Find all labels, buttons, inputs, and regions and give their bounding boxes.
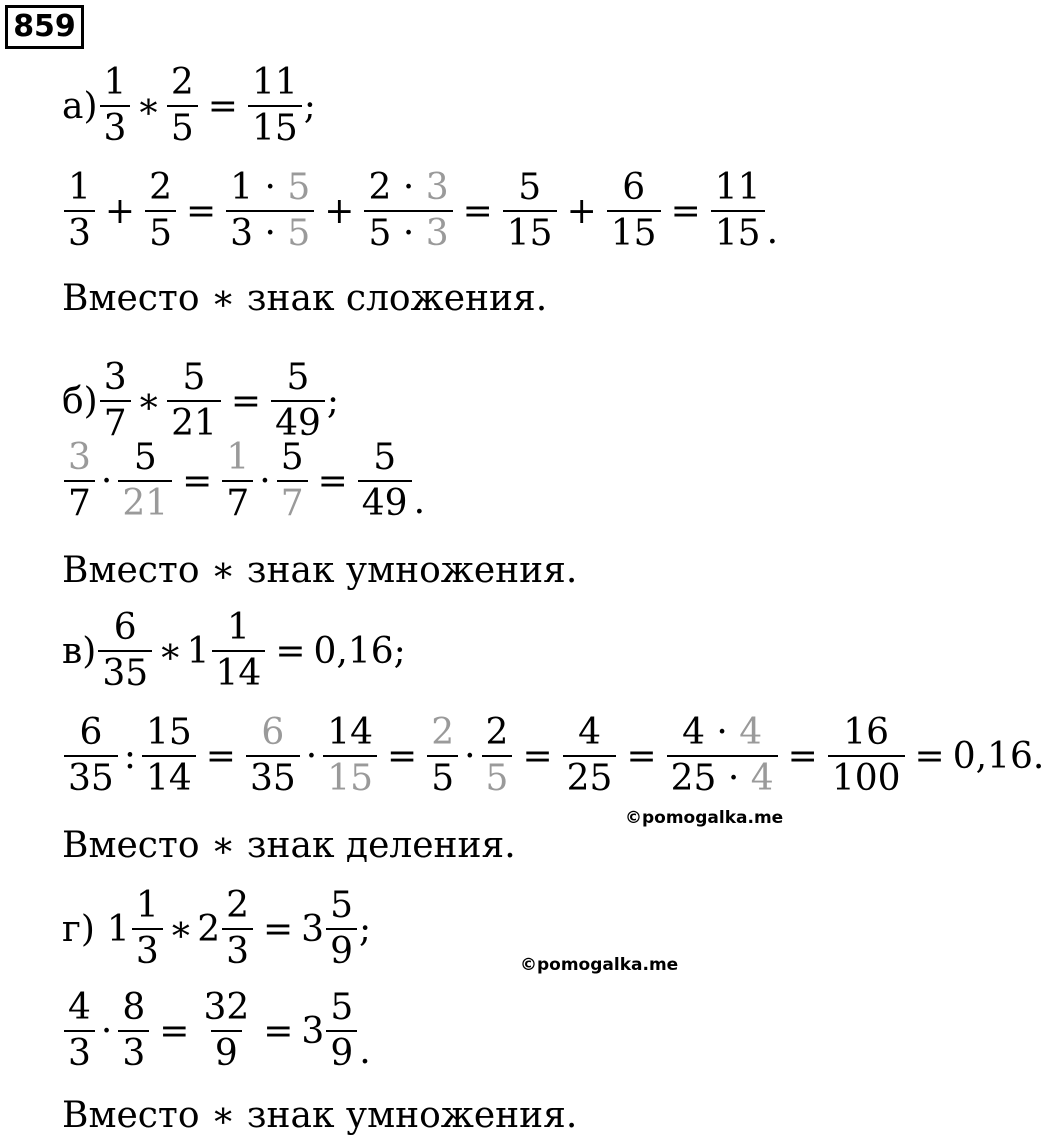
- part-b-label: б): [62, 380, 98, 422]
- part-v-conclusion: Вместо ∗ знак деления.: [62, 825, 516, 866]
- part-v-equation: в) $\frac{6}{35}$ ∗ 1 $\frac{1}{14}$ = 0,16 ;: [62, 607, 406, 694]
- part-g-equation: г) 1 $\frac{1}{3}$ ∗ 2 $\frac{2}{3}$ = 3 $\frac{5}{9}$ ;: [62, 885, 372, 972]
- fraction: $\frac{1}{3}$: [100, 65, 131, 147]
- part-a-label: а): [62, 85, 98, 127]
- part-v-solution: $\frac{6}{35}$ : $\frac{15}{14}$ = $\frac{6}{35}$ · $\frac{14}{15}$ = $\frac{2}{5}$ · $\frac{2}{5}$ = $\frac{4}{25}$ = $\frac{4 \cdot 4}{25 \cdot 4}$ = $\frac{16}{100}$ = 0,16.: [62, 715, 1044, 797]
- part-g-conclusion: Вместо ∗ знак умножения.: [62, 1095, 578, 1136]
- part-b-equation: б) $\frac{3}{7}$ ∗ $\frac{5}{21}$ = $\frac{5}{49}$ ;: [62, 357, 340, 444]
- part-a-solution: $\frac{1}{3}$ + $\frac{2}{5}$ = $\frac{1 \cdot 5}{3 \cdot 5}$ + $\frac{2 \cdot 3}{5 \cdot 3}$ = $\frac{5}{15}$ + $\frac{6}{15}$ = $\frac{11}{15}$ .: [62, 170, 778, 252]
- part-b-solution: $\frac{3}{7}$ · $\frac{5}{21}$ = $\frac{1}{7}$ · $\frac{5}{7}$ = $\frac{5}{49}$ .: [62, 440, 425, 522]
- part-b-conclusion: Вместо ∗ знак умножения.: [62, 550, 578, 591]
- watermark: ©pomogalka.me: [520, 955, 679, 975]
- part-g-label: г): [62, 908, 95, 950]
- part-v-label: в): [62, 630, 97, 672]
- problem-number: 859: [5, 5, 84, 49]
- part-g-solution: $\frac{4}{3}$ · $\frac{8}{3}$ = $\frac{32}{9}$ = 3 $\frac{5}{9}$ .: [62, 990, 371, 1072]
- part-a-conclusion: Вместо ∗ знак сложения.: [62, 278, 548, 319]
- part-a-equation: а) $\frac{1}{3}$ ∗ $\frac{2}{5}$ = $\frac{11}{15}$ ;: [62, 62, 316, 149]
- watermark: ©pomogalka.me: [625, 808, 784, 828]
